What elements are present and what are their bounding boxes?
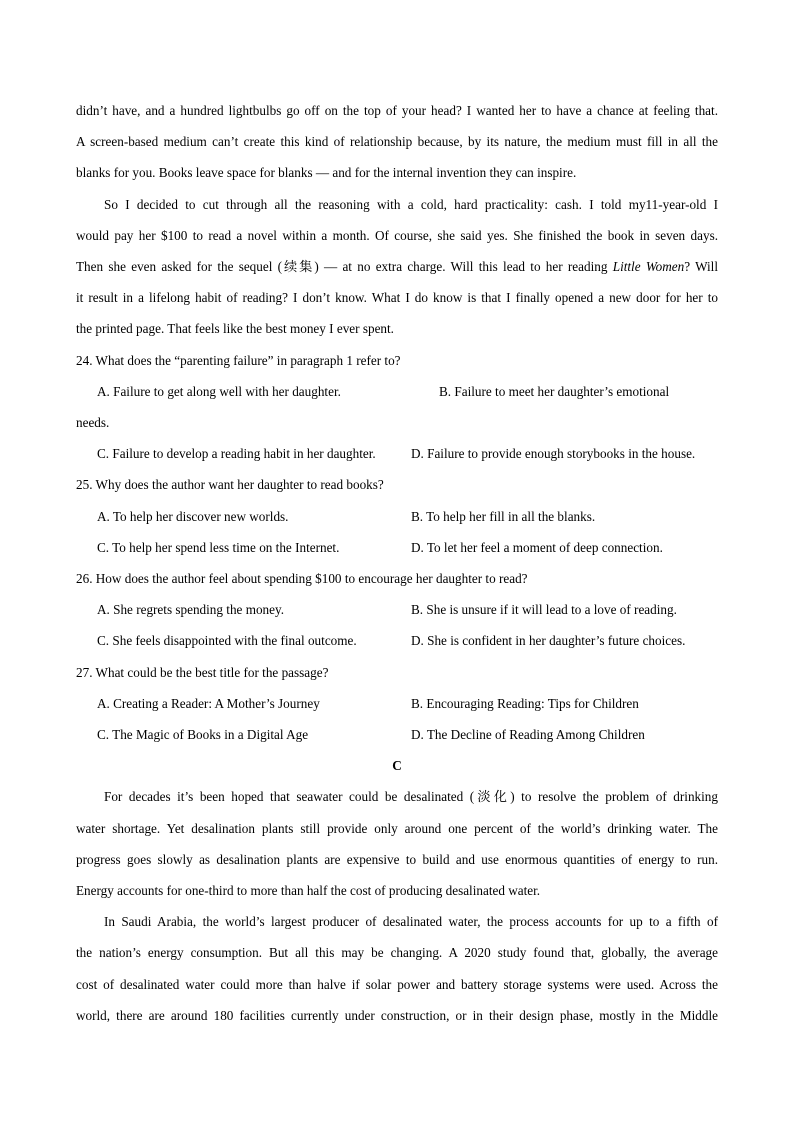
question-26-option-b[interactable]: B. She is unsure if it will lead to a love of reading. bbox=[411, 602, 677, 617]
question-24-stem: 24. What does the “parenting failure” in paragraph 1 refer to? bbox=[76, 353, 401, 368]
passage-b-line: So I decided to cut through all the reasoning with a cold, hard practicality: cash. I told my11-year-old I bbox=[104, 197, 718, 212]
question-25-option-b[interactable]: B. To help her fill in all the blanks. bbox=[411, 509, 596, 524]
question-26-stem: 26. How does the author feel about spending $100 to encourage her daughter to read? bbox=[76, 571, 528, 586]
question-25-option-c[interactable]: C. To help her spend less time on the Internet. bbox=[97, 540, 340, 555]
passage-c-line: For decades it’s been hoped that seawater could be desalinated (淡化) to resolve the problem of drinking bbox=[104, 789, 718, 804]
section-heading-c: C bbox=[392, 758, 402, 773]
passage-b-line: blanks for you. Books leave space for blanks — and for the internal invention they can inspire. bbox=[76, 165, 577, 180]
sequel-text-end: ? Will bbox=[684, 259, 718, 274]
passage-b-line-sequel bbox=[76, 259, 718, 275]
question-24-option-d[interactable]: D. Failure to provide enough storybooks in the house. bbox=[411, 446, 696, 461]
passage-c-line: progress goes slowly as desalination plants are expensive to build and use enormous quantities of energy to run. bbox=[76, 852, 718, 867]
question-26-option-c[interactable]: C. She feels disappointed with the final outcome. bbox=[97, 633, 357, 648]
passage-c-line: the nation’s energy consumption. But all this may be changing. A 2020 study found that, globally, the average bbox=[76, 945, 718, 960]
passage-b-line: didn’t have, and a hundred lightbulbs go off on the top of your head? I wanted her to have a chance at feeling that. bbox=[76, 103, 718, 118]
passage-c-line: water shortage. Yet desalination plants still provide only around one percent of the world’s drinking water. The bbox=[76, 821, 718, 836]
passage-b-line: would pay her $100 to read a novel within a month. Of course, she said yes. She finished the book in seven days. bbox=[76, 228, 718, 243]
sequel-text: Then she even asked for the sequel (续集) — at no extra charge. Will this lead to her reading bbox=[76, 259, 613, 274]
question-24-option-b-wrap: needs. bbox=[76, 415, 110, 430]
question-25-option-d[interactable]: D. To let her feel a moment of deep connection. bbox=[411, 540, 663, 555]
passage-c-line: In Saudi Arabia, the world’s largest producer of desalinated water, the process accounts for up to a fifth of bbox=[104, 914, 718, 929]
book-title: Little Women bbox=[612, 259, 685, 274]
question-27-option-d[interactable]: D. The Decline of Reading Among Children bbox=[411, 727, 645, 742]
question-27-option-c[interactable]: C. The Magic of Books in a Digital Age bbox=[97, 727, 309, 742]
passage-b-line: it result in a lifelong habit of reading? I don’t know. What I do know is that I finally opened a new door for her to bbox=[76, 290, 718, 305]
question-27-option-b[interactable]: B. Encouraging Reading: Tips for Children bbox=[411, 696, 639, 711]
question-24-option-a[interactable]: A. Failure to get along well with her daughter. bbox=[97, 384, 341, 399]
question-25-option-a[interactable]: A. To help her discover new worlds. bbox=[97, 509, 289, 524]
question-26-option-d[interactable]: D. She is confident in her daughter’s future choices. bbox=[411, 633, 686, 648]
question-24-option-b[interactable]: B. Failure to meet her daughter’s emotional bbox=[439, 384, 670, 399]
question-27-stem: 27. What could be the best title for the passage? bbox=[76, 665, 329, 680]
passage-c-line: Energy accounts for one-third to more than half the cost of producing desalinated water. bbox=[76, 883, 541, 898]
passage-b-line: A screen-based medium can’t create this kind of relationship because, by its nature, the medium must fill in all the bbox=[76, 134, 718, 149]
passage-c-line: cost of desalinated water could more than halve if solar power and battery storage systems were used. Across the bbox=[76, 977, 718, 992]
question-25-stem: 25. Why does the author want her daughter to read books? bbox=[76, 477, 384, 492]
question-27-option-a[interactable]: A. Creating a Reader: A Mother’s Journey bbox=[97, 696, 320, 711]
passage-c-line: world, there are around 180 facilities currently under construction, or in their design phase, mostly in the Middle bbox=[76, 1008, 718, 1023]
question-26-option-a[interactable]: A. She regrets spending the money. bbox=[97, 602, 285, 617]
passage-b-line: the printed page. That feels like the best money I ever spent. bbox=[76, 321, 394, 336]
question-24-option-c[interactable]: C. Failure to develop a reading habit in her daughter. bbox=[97, 446, 376, 461]
